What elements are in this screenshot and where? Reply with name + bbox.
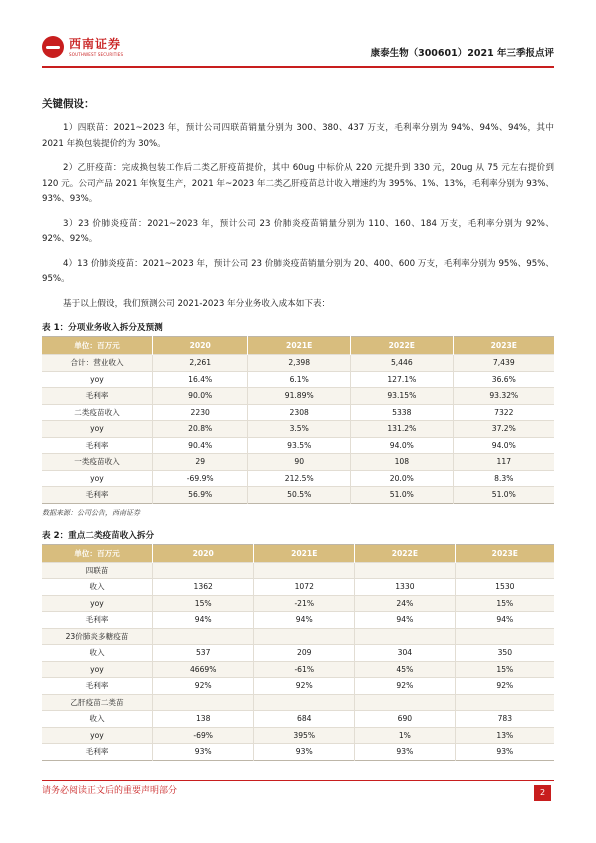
table-row [42, 595, 554, 612]
table-cell [455, 562, 554, 579]
table-cell [355, 562, 456, 579]
table-cell: 90 [248, 454, 351, 471]
table-row [42, 487, 554, 504]
table-cell: 537 [153, 645, 254, 662]
table-cell: 2308 [248, 404, 351, 421]
column-header: 单位：百万元 [42, 544, 153, 562]
group-label: 乙肝疫苗二类苗 [42, 694, 153, 711]
row-label: yoy [42, 727, 153, 744]
assumption-paragraph: 2）乙肝疫苗：完成换包装工作后二类乙肝疫苗提价，其中 60ug 中标价从 220 元提升到 330 元，20ug 从 75 元左右提价到 120 元。公司产品 2021 年恢复生产，2021 年~2023 年二类乙肝疫苗总计收入增速约为 395%、1%、13%，毛利率分别为 93%、93%、93%。 [42, 163, 554, 204]
table-cell [455, 694, 554, 711]
table-cell: 4669% [153, 661, 254, 678]
table-cell [455, 628, 554, 645]
row-label: yoy [42, 595, 153, 612]
table-cell: 94.0% [351, 437, 454, 454]
table-cell: 1% [355, 727, 456, 744]
table-row [42, 727, 554, 744]
table-cell: 8.3% [453, 470, 554, 487]
table-cell: 51.0% [453, 487, 554, 504]
table-cell: 90.4% [153, 437, 248, 454]
table1-source-note: 数据来源：公司公告，西南证券 [42, 508, 140, 517]
table-cell: 2,261 [153, 355, 248, 372]
table-cell: 783 [455, 711, 554, 728]
table-row [42, 371, 554, 388]
table-cell: 1362 [153, 579, 254, 596]
logo-emblem-icon [42, 36, 64, 58]
page-number: 2 [534, 785, 551, 801]
table-cell: 92% [355, 678, 456, 695]
table-cell: 395% [254, 727, 355, 744]
table-cell [254, 628, 355, 645]
table-cell: 2,398 [248, 355, 351, 372]
table-row [42, 711, 554, 728]
report-body [42, 96, 554, 761]
table-cell: 93.15% [351, 388, 454, 405]
table-cell: 56.9% [153, 487, 248, 504]
table-cell [254, 562, 355, 579]
table-row [42, 579, 554, 596]
row-label: 收入 [42, 579, 153, 596]
table-cell [355, 694, 456, 711]
table-cell: 13% [455, 727, 554, 744]
table-cell: 7322 [453, 404, 554, 421]
footer-divider [42, 780, 554, 781]
table-row [42, 388, 554, 405]
table-cell: 93% [455, 744, 554, 761]
table-cell: 94% [355, 612, 456, 629]
row-label: 毛利率 [42, 437, 153, 454]
table-header-row [42, 337, 554, 355]
summary-paragraph: 基于以上假设，我们预测公司 2021-2023 年分业务收入成本如下表： [63, 298, 331, 309]
assumption-paragraph: 1）四联苗：2021~2023 年，预计公司四联苗销量分别为 300、380、437 万支，毛利率分别为 94%、94%、94%，其中 2021 年换包装提价约为 30%。 [42, 123, 554, 149]
table-cell: 50.5% [248, 487, 351, 504]
disclaimer-notice: 请务必阅读正文后的重要声明部分 [42, 786, 178, 796]
section-title: 关键假设： [42, 98, 95, 110]
revenue-breakdown-table [42, 336, 554, 504]
table-cell: 91.89% [248, 388, 351, 405]
table-cell: 1072 [254, 579, 355, 596]
table-cell: 7,439 [453, 355, 554, 372]
table-cell [153, 694, 254, 711]
row-label: 毛利率 [42, 678, 153, 695]
table-cell: 2230 [153, 404, 248, 421]
table-group-row [42, 694, 554, 711]
table-cell: 24% [355, 595, 456, 612]
table-cell: 94% [455, 612, 554, 629]
row-label: 合计：营业收入 [42, 355, 153, 372]
header-divider [42, 66, 554, 68]
table-cell: 51.0% [351, 487, 454, 504]
column-header: 2023E [453, 337, 554, 355]
column-header: 2022E [351, 337, 454, 355]
table-cell: 29 [153, 454, 248, 471]
table-cell: 3.5% [248, 421, 351, 438]
table-cell [254, 694, 355, 711]
row-label: 一类疫苗收入 [42, 454, 153, 471]
column-header: 单位：百万元 [42, 337, 153, 355]
table-cell: 1530 [455, 579, 554, 596]
row-label: yoy [42, 421, 153, 438]
table-cell: 92% [455, 678, 554, 695]
row-label: 毛利率 [42, 487, 153, 504]
table-cell: -21% [254, 595, 355, 612]
row-label: 毛利率 [42, 744, 153, 761]
table-cell: 304 [355, 645, 456, 662]
table-group-row [42, 628, 554, 645]
table-cell: 93% [153, 744, 254, 761]
group-label: 23价肺炎多糖疫苗 [42, 628, 153, 645]
table-row [42, 645, 554, 662]
row-label: 收入 [42, 645, 153, 662]
row-label: yoy [42, 470, 153, 487]
table-group-row [42, 562, 554, 579]
table-cell [153, 562, 254, 579]
column-header: 2023E [455, 544, 554, 562]
table-cell: 94% [254, 612, 355, 629]
table-cell: 94% [153, 612, 254, 629]
table-cell: 93% [254, 744, 355, 761]
table-cell: 1330 [355, 579, 456, 596]
table-row [42, 678, 554, 695]
table-cell: 92% [153, 678, 254, 695]
table-cell: 16.4% [153, 371, 248, 388]
group-label: 四联苗 [42, 562, 153, 579]
row-label: yoy [42, 661, 153, 678]
row-label: 毛利率 [42, 612, 153, 629]
table-row [42, 661, 554, 678]
table-cell: 138 [153, 711, 254, 728]
table-cell: -61% [254, 661, 355, 678]
table-cell: 37.2% [453, 421, 554, 438]
table-cell: 93.5% [248, 437, 351, 454]
table-cell: 5338 [351, 404, 454, 421]
table-cell: 36.6% [453, 371, 554, 388]
table-row [42, 744, 554, 761]
table-row [42, 404, 554, 421]
table-cell: 90.0% [153, 388, 248, 405]
column-header: 2021E [248, 337, 351, 355]
column-header: 2020 [153, 337, 248, 355]
table-cell: 6.1% [248, 371, 351, 388]
table-cell: 684 [254, 711, 355, 728]
table-cell: 690 [355, 711, 456, 728]
table-cell: 117 [453, 454, 554, 471]
table-header-row [42, 544, 554, 562]
table1-caption: 表 1：分项业务收入拆分及预测 [42, 323, 163, 333]
logo-name-en: SOUTHWEST SECURITIES [69, 52, 124, 57]
table-cell: 15% [455, 661, 554, 678]
table-cell [153, 628, 254, 645]
column-header: 2022E [355, 544, 456, 562]
table-cell: 20.0% [351, 470, 454, 487]
table-row [42, 437, 554, 454]
table-cell: 209 [254, 645, 355, 662]
row-label: 毛利率 [42, 388, 153, 405]
table-cell: 20.8% [153, 421, 248, 438]
table-row [42, 421, 554, 438]
table-cell: -69% [153, 727, 254, 744]
table-cell: 131.2% [351, 421, 454, 438]
table-cell: 93% [355, 744, 456, 761]
table-row [42, 454, 554, 471]
column-header: 2020 [153, 544, 254, 562]
key-vaccine-revenue-table [42, 544, 554, 761]
table-cell: 350 [455, 645, 554, 662]
table-cell: 93.32% [453, 388, 554, 405]
row-label: yoy [42, 371, 153, 388]
table-row [42, 612, 554, 629]
table-cell: 45% [355, 661, 456, 678]
table2-caption: 表 2：重点二类疫苗收入拆分 [42, 530, 155, 541]
table-row [42, 470, 554, 487]
table-cell: 127.1% [351, 371, 454, 388]
table-cell: 15% [153, 595, 254, 612]
table-cell: 5,446 [351, 355, 454, 372]
assumption-paragraph: 3）23 价肺炎疫苗：2021~2023 年，预计公司 23 价肺炎疫苗销量分别为 110、160、184 万支，毛利率分别为 92%、92%、92%。 [42, 218, 554, 244]
table-row [42, 355, 554, 372]
row-label: 收入 [42, 711, 153, 728]
column-header: 2021E [254, 544, 355, 562]
table-cell: -69.9% [153, 470, 248, 487]
report-title: 康泰生物（300601）2021 年三季报点评 [370, 48, 554, 59]
logo-name: 西南证券 [69, 37, 122, 51]
table-cell [355, 628, 456, 645]
assumption-paragraph: 4）13 价肺炎疫苗：2021~2023 年，预计公司 23 价肺炎疫苗销量分别为 20、400、600 万支，毛利率分别为 95%、95%、95%。 [42, 258, 554, 284]
table-cell: 92% [254, 678, 355, 695]
table-cell: 212.5% [248, 470, 351, 487]
table-cell: 108 [351, 454, 454, 471]
table-cell: 15% [455, 595, 554, 612]
row-label: 二类疫苗收入 [42, 404, 153, 421]
brand-logo [42, 32, 142, 60]
table-cell: 94.0% [453, 437, 554, 454]
